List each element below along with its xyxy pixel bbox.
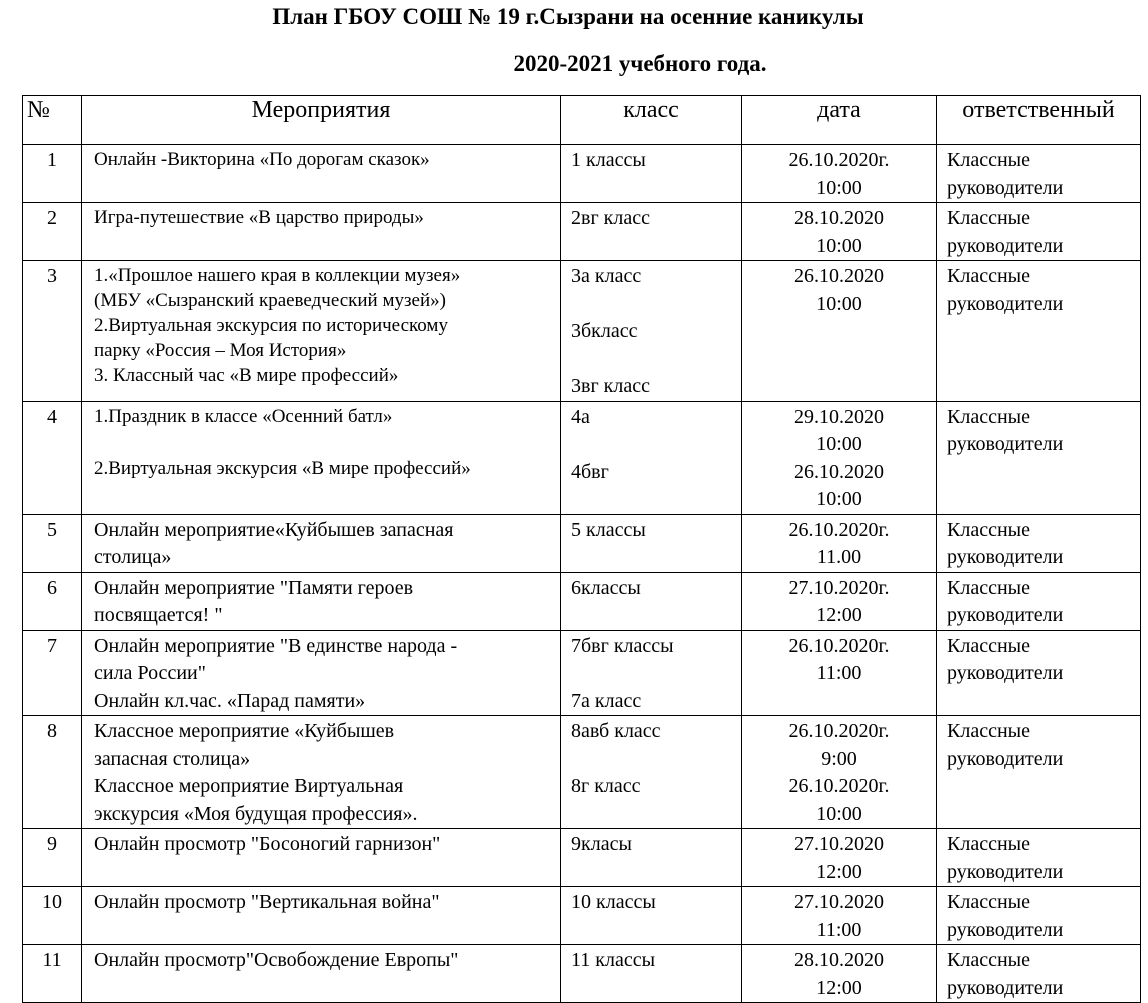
date-cell-line: 10:00 [816,488,862,510]
table-row [23,887,1141,945]
spacer [94,429,556,457]
date-cell [742,945,937,1003]
table-body [23,145,1141,1003]
date-cell-line: 28.10.2020 [794,207,884,229]
responsible-cell [937,203,1141,261]
event-cell [82,887,561,945]
responsible-cell-line: руководители [947,662,1064,684]
page-title: План ГБОУ СОШ № 19 г.Сызрани на осенние каникулы [272,4,864,29]
class-cell-line: 3вг класс [571,375,650,397]
class-cell-line: 6классы [571,576,641,599]
date-cell [742,514,937,572]
table-row [23,572,1141,630]
date-cell-line: 10:00 [816,433,862,455]
event-cell-line: Классное мероприятие Виртуальная [94,775,404,797]
spacer [571,660,737,688]
responsible-cell-line: Классные [947,149,1030,171]
event-cell-line: 3. Классный час «В мире профессий» [94,365,399,386]
responsible-cell-line: руководители [947,292,1064,315]
class-cell [561,630,742,716]
class-cell-line: 9класы [571,833,632,855]
class-cell-line: 11 классы [571,949,656,971]
event-cell [82,145,561,203]
responsible-cell-line: Классные [947,207,1030,229]
date-cell-line: 12:00 [816,604,862,626]
table-row [23,514,1141,572]
row-number: 2 [23,203,82,261]
row-number: 1 [23,145,82,203]
responsible-cell-line: Классные [947,265,1030,287]
class-cell [561,572,742,630]
date-cell [742,716,937,829]
header-num: № [23,96,82,145]
responsible-cell [937,887,1141,945]
responsible-cell-line: Классные [947,949,1030,971]
date-cell [742,203,937,261]
responsible-cell-line: Классные [947,833,1030,855]
responsible-cell [937,401,1141,514]
date-cell-line: 12:00 [816,860,862,883]
responsible-cell-line: Классные [947,518,1030,541]
date-cell-line: 9:00 [821,747,857,770]
event-cell-line: парку «Россия – Моя История» [94,340,347,361]
class-cell-line: 7а класс [571,689,642,712]
responsible-cell [937,261,1141,402]
responsible-cell-line: Классные [947,891,1030,913]
date-cell [742,572,937,630]
event-cell-line: (МБУ «Сызранский краеведческий музей») [94,290,446,311]
date-cell-line: 27.10.2020 [794,833,884,855]
event-cell-line: Онлайн мероприятие«Куйбышев запасная [94,518,454,541]
date-cell-line: 10:00 [816,292,862,315]
spacer [571,746,737,774]
event-cell-line: экскурсия «Моя будущая профессия». [94,802,418,825]
responsible-cell-line: руководители [947,860,1064,883]
header-event: Мероприятия [82,96,561,145]
responsible-cell-line: Классные [947,576,1030,599]
responsible-cell-line: Классные [947,634,1030,657]
row-number: 6 [23,572,82,630]
class-cell-line: 5 классы [571,518,646,541]
date-cell-line: 11:00 [816,918,862,941]
date-cell-line: 10:00 [816,234,862,257]
responsible-cell-line: руководители [947,546,1064,568]
date-cell [742,261,937,402]
event-cell [82,261,561,402]
class-cell [561,203,742,261]
plan-table [22,95,1141,1003]
responsible-cell [937,716,1141,829]
table-row [23,203,1141,261]
event-cell [82,829,561,887]
event-cell-line: Онлайн мероприятие "Памяти героев [94,576,414,599]
class-cell [561,514,742,572]
table-row [23,630,1141,716]
event-cell-line: сила России" [94,662,206,684]
responsible-cell-line: руководители [947,176,1064,199]
responsible-cell-line: руководители [947,747,1064,770]
event-cell [82,401,561,514]
event-cell-line: Онлайн кл.час. «Парад памяти» [94,689,366,712]
date-cell [742,829,937,887]
event-cell-line: 1.«Прошлое нашего края в коллекции музея» [94,265,461,286]
responsible-cell-line: руководители [947,976,1064,999]
event-cell-line: Онлайн просмотр "Вертикальная война" [94,891,440,913]
spacer [571,346,737,374]
row-number: 7 [23,630,82,716]
responsible-cell-line: Классные [947,720,1030,742]
event-cell-line: Онлайн просмотр "Босоногий гарнизон" [94,833,441,855]
event-cell-line: Игра-путешествие «В царство природы» [94,207,424,228]
responsible-cell [937,829,1141,887]
class-cell-line: 4бвг [571,460,609,483]
event-cell [82,572,561,630]
date-cell-line: 10:00 [816,802,862,825]
event-cell [82,203,561,261]
header-class: класс [561,96,742,145]
class-cell [561,716,742,829]
class-cell [561,145,742,203]
row-number: 4 [23,401,82,514]
class-cell-line: 3бкласс [571,320,638,342]
responsible-cell-line: Классные [947,405,1030,428]
class-cell-line: 3а класс [571,265,642,287]
responsible-cell-line: руководители [947,234,1064,257]
date-cell-line: 10:00 [816,176,862,199]
page-subtitle: 2020-2021 учебного года. [513,51,767,76]
responsible-cell [937,514,1141,572]
header-date: дата [742,96,937,145]
responsible-cell [937,630,1141,716]
event-cell-line: Классное мероприятие «Куйбышев [94,720,395,742]
date-cell-line: 26.10.2020г. [788,720,890,742]
class-cell [561,401,742,514]
class-cell-line: 8авб класс [571,720,661,742]
date-cell-line: 26.10.2020г. [788,775,890,797]
class-cell [561,945,742,1003]
event-cell [82,945,561,1003]
table-row [23,145,1141,203]
date-cell-line: 26.10.2020г. [788,149,890,171]
table-header-row [23,96,1141,145]
class-cell [561,261,742,402]
date-cell-line: 26.10.2020 [794,265,884,287]
event-cell [82,514,561,572]
date-cell [742,145,937,203]
spacer [571,291,737,319]
table-row [23,829,1141,887]
responsible-cell-line: руководители [947,604,1064,626]
class-cell-line: 10 классы [571,891,656,913]
row-number: 8 [23,716,82,829]
event-cell-line: Онлайн -Викторина «По дорогам сказок» [94,149,430,170]
event-cell-line: 2.Виртуальная экскурсия «В мире профессий» [94,458,471,479]
class-cell-line: 1 классы [571,149,646,171]
row-number: 11 [23,945,82,1003]
responsible-cell [937,572,1141,630]
date-cell-line: 12:00 [816,976,862,999]
table-row [23,945,1141,1003]
date-cell [742,887,937,945]
row-number: 5 [23,514,82,572]
row-number: 3 [23,261,82,402]
date-cell-line: 27.10.2020г. [788,576,890,599]
date-cell-line: 28.10.2020 [794,949,884,971]
date-cell-line: 11.00 [816,546,862,568]
table-row [23,401,1141,514]
responsible-cell-line: руководители [947,918,1064,941]
event-cell-line: 1.Праздник в классе «Осенний батл» [94,405,393,427]
class-cell [561,829,742,887]
date-cell-line: 27.10.2020 [794,891,884,913]
event-cell [82,716,561,829]
row-number: 10 [23,887,82,945]
event-cell-line: запасная столица» [94,747,251,770]
date-cell [742,401,937,514]
date-cell-line: 11:00 [816,662,862,684]
class-cell-line: 2вг класс [571,207,650,229]
event-cell-line: посвящается! " [94,604,223,626]
spacer [571,431,737,459]
class-cell [561,887,742,945]
table-row [23,261,1141,402]
class-cell-line: 8г класс [571,775,641,797]
row-number: 9 [23,829,82,887]
date-cell-line: 26.10.2020г. [788,518,890,541]
event-cell-line: Онлайн мероприятие "В единстве народа - [94,634,458,657]
event-cell [82,630,561,716]
responsible-cell [937,945,1141,1003]
date-cell-line: 29.10.2020 [794,405,884,428]
date-cell-line: 26.10.2020 [794,460,884,483]
responsible-cell-line: руководители [947,433,1064,455]
class-cell-line: 7бвг классы [571,634,674,657]
date-cell-line: 26.10.2020г. [788,634,890,657]
header-responsible: ответственный [937,96,1141,145]
table-row [23,716,1141,829]
date-cell [742,630,937,716]
responsible-cell [937,145,1141,203]
event-cell-line: столица» [94,546,172,568]
event-cell-line: 2.Виртуальная экскурсия по историческому [94,315,448,336]
class-cell-line: 4а [571,405,590,428]
event-cell-line: Онлайн просмотр"Освобождение Европы" [94,949,459,971]
